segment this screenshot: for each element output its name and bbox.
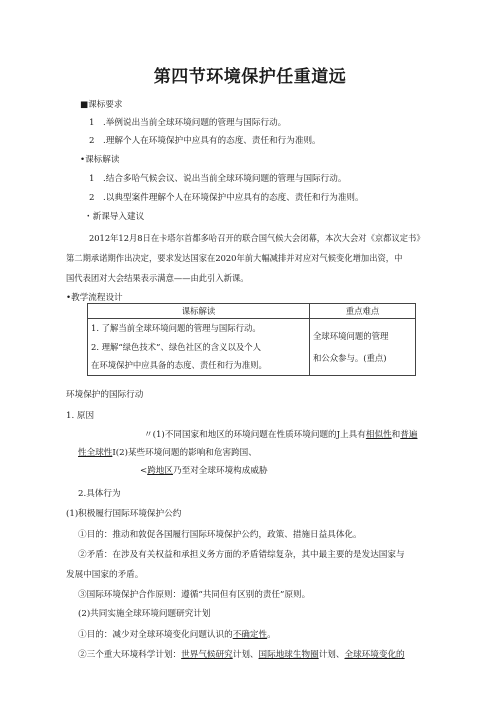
- reason-text: 〃(1)不同国家和地区的环境问题在性质环境问题的J上具有: [144, 430, 366, 440]
- interpretation-heading: •课标解读: [80, 155, 120, 165]
- table-cell-line: 2. 理解“绿色技术”、绿色社区的含义以及个人: [91, 341, 261, 352]
- underlined-term: 相似性: [365, 430, 392, 440]
- underlined-term: 全球环境变化的: [344, 650, 405, 660]
- intro-paragraph-line-3: 国代表团对大会结果表示满意——由此引入新课。: [66, 273, 249, 283]
- table-header-key-points: 重点难点: [310, 304, 416, 319]
- reason-text: <: [140, 466, 148, 476]
- action-text: 计划、: [232, 650, 259, 660]
- section-heading: 环境保护的国际行动: [66, 390, 144, 400]
- reason-line-3: [140, 466, 268, 477]
- action-text: ①目的：减少对全球环境变化问题认识的: [78, 630, 233, 640]
- action-1-item-3: ③国际环境保护合作原则：遵循“共同但有区别的责任”原则。: [78, 590, 311, 600]
- action-2-heading: (2)共同实施全球环境问题研究计划: [78, 609, 211, 619]
- action-1-item-2-line-2: 发展中国家的矛盾。: [66, 570, 144, 580]
- interpretation-item-1: 1 .结合多哈气候会议、说出当前全球环境问题的管理与国际行动。: [89, 174, 347, 184]
- requirements-heading: ■课标要求: [80, 100, 123, 110]
- table-header-row: [88, 304, 416, 319]
- table-cell-standards: [88, 319, 310, 376]
- action-2-item-2: [78, 650, 405, 661]
- table-cell-line: 全球环境问题的管理: [313, 330, 389, 341]
- action-text: ②三个重大环境科学计划：: [78, 650, 182, 660]
- reason-line-1: [144, 430, 417, 441]
- actions-heading: 2.具体行为: [78, 489, 121, 499]
- table-cell-line: 1. 了解当前全球环境问题的管理与国际行动。: [91, 323, 261, 333]
- table-cell-line: 和公众参与。(重点): [313, 352, 387, 363]
- reason-line-2: [78, 448, 257, 459]
- underlined-term: 性全球性: [78, 448, 113, 458]
- flow-heading: •教学流程设计: [66, 293, 123, 303]
- reasons-heading: 1. 原因: [66, 411, 95, 421]
- action-1-item-2-line-1: ②矛盾：在涉及有关权益和承担义务方面的矛盾错综复杂，其中最主要的是发达国家与: [78, 550, 405, 560]
- page-title: 第四节环境保护任重道远: [153, 67, 347, 87]
- action-text: 计划、: [318, 650, 345, 660]
- intro-heading: ・新课导入建议: [84, 212, 145, 222]
- intro-paragraph-line-1: 2012年12月8日在卡塔尔首都多哈召开的联合国气候大会闭幕，本次大会对《京都议定书》: [89, 233, 425, 243]
- reason-text: 乃至对全球环境构成威胁: [173, 466, 268, 476]
- underlined-term: 国际地球生物圈: [258, 650, 319, 660]
- reason-text: I(2)某些环境问题的影响和危害跨国、: [112, 448, 257, 458]
- teaching-flow-table: [87, 303, 416, 376]
- table-row: [88, 319, 416, 376]
- requirement-item-2: 2 .理解个人在环境保护中应具有的态度、责任和行为准则。: [89, 136, 321, 146]
- requirement-item-1: 1 .举例说出当前全球环境问题的管理与国际行动。: [89, 118, 287, 128]
- underlined-term: 不确定性: [232, 630, 268, 640]
- reason-text: 和: [391, 430, 401, 440]
- intro-paragraph-line-2: 第二期承诺期作出决定，要求发达国家在2020年前大幅减排并对应对气候变化增加出资，中: [66, 253, 403, 263]
- table-header-standards: 课标解读: [88, 304, 310, 319]
- interpretation-item-2: 2 .以典型案件理解个人在环境保护中应具有的态度、责任和行为准则。: [89, 193, 364, 203]
- table-cell-key-points: [310, 319, 416, 376]
- underlined-term: 跨地区: [147, 466, 173, 476]
- action-1-item-1: ①目的：推动和敦促各国履行国际环境保护公约，政策、措施日益具体化。: [78, 530, 362, 540]
- underlined-term: 普遍: [400, 430, 418, 440]
- action-text: 。: [267, 630, 276, 640]
- action-2-item-1: [78, 630, 276, 641]
- action-1-heading: (1)积极履行国际环境保护公约: [66, 509, 182, 519]
- underlined-term: 世界气候研究: [181, 650, 233, 660]
- table-cell-line: 在环境保护中应具备的态度、责任和行为准则。: [91, 360, 267, 370]
